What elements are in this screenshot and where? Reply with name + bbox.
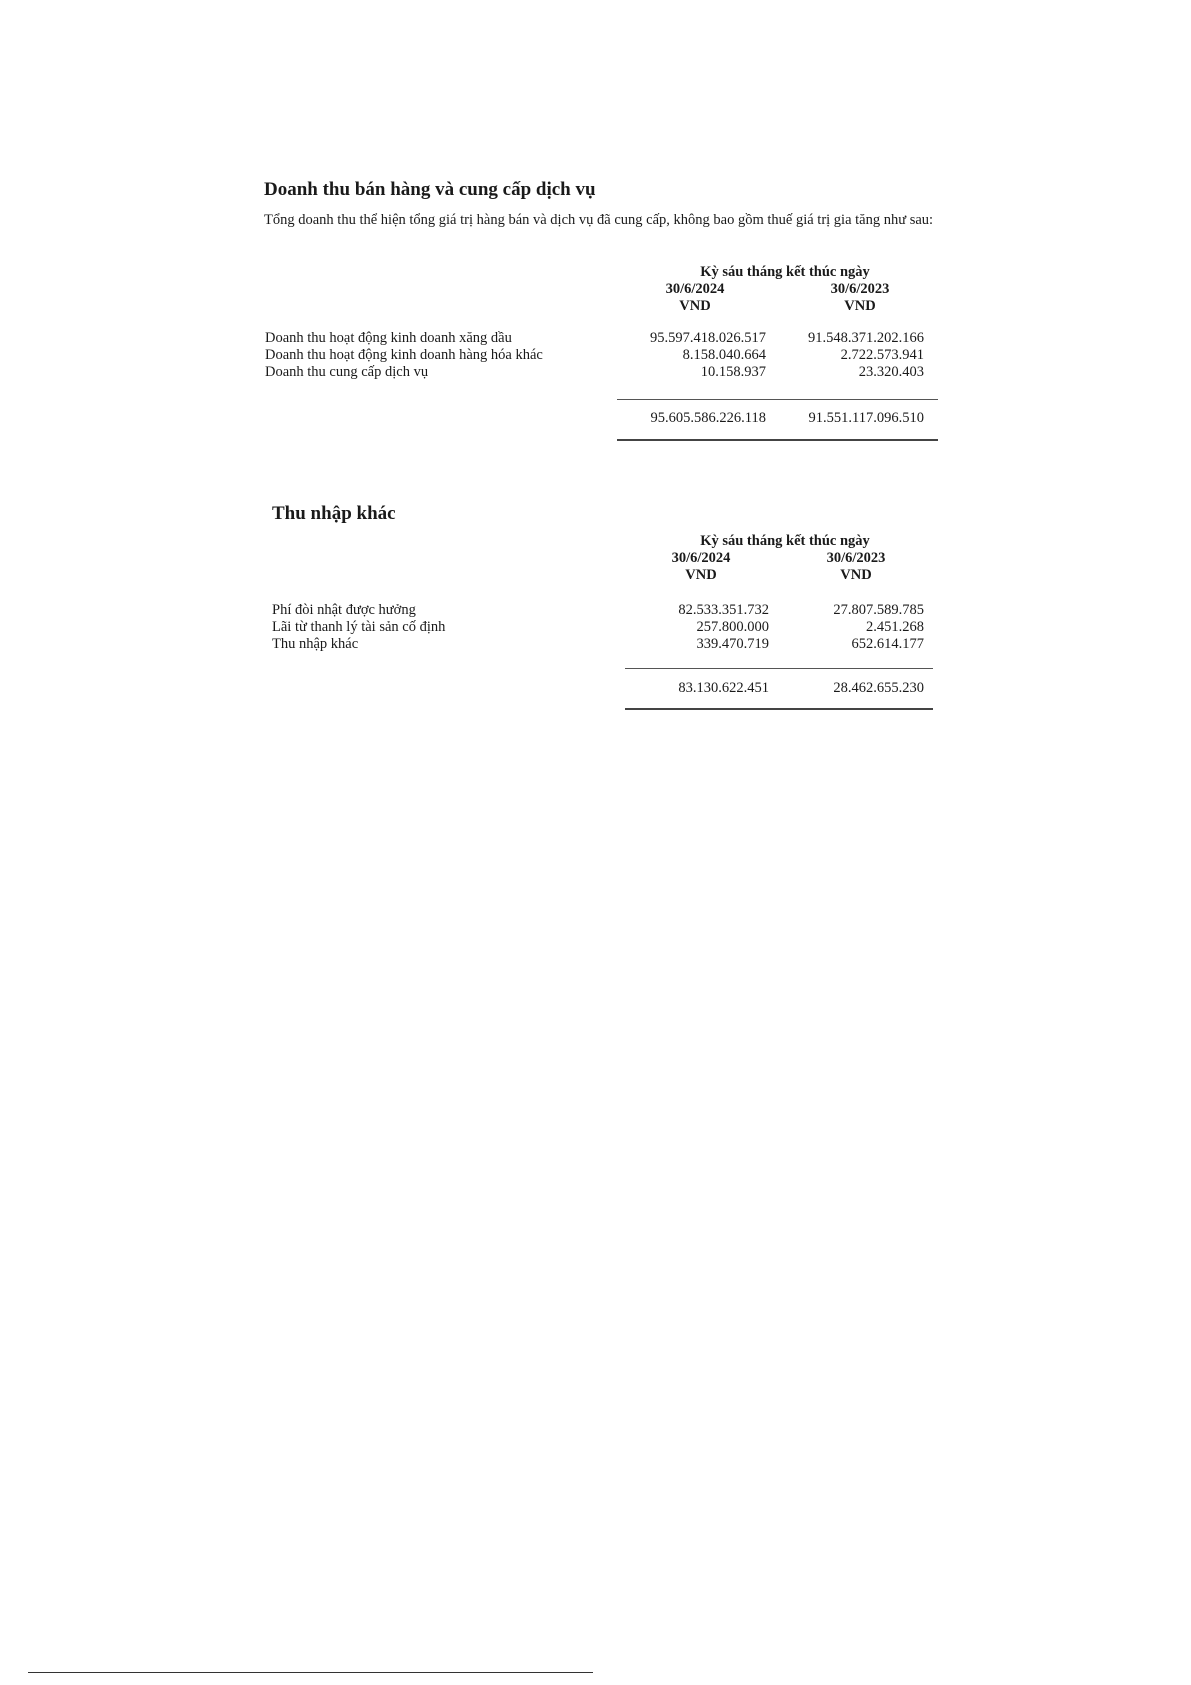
revenue-row-label: Doanh thu hoạt động kinh doanh hàng hóa khác [265,347,543,363]
other-income-col1-date: 30/6/2024 [671,550,731,566]
other-income-subtotal-line [625,668,933,669]
revenue-col2-unit: VND [844,298,876,314]
other-income-total-2023: 28.462.655.230 [833,680,924,696]
other-income-row-value-2023: 27.807.589.785 [833,602,924,618]
other-income-row-value-2023: 652.614.177 [851,636,924,652]
other-income-col2-unit: VND [840,567,872,583]
other-income-total-double-line [625,708,933,710]
other-income-row-value-2024: 257.800.000 [696,619,769,635]
other-income-title: Thu nhập khác [272,503,396,524]
revenue-intro: Tổng doanh thu thể hiện tổng giá trị hàng bán và dịch vụ đã cung cấp, không bao gồm thuế giá trị gia tăng như sau: [264,212,934,228]
revenue-row-value-2024: 95.597.418.026.517 [650,330,766,346]
revenue-title: Doanh thu bán hàng và cung cấp dịch vụ [264,179,596,200]
revenue-col1-unit: VND [679,298,711,314]
revenue-col1-date: 30/6/2024 [665,281,725,297]
other-income-row-value-2024: 339.470.719 [696,636,769,652]
other-income-total-2024: 83.130.622.451 [678,680,769,696]
revenue-row-value-2023: 23.320.403 [858,364,924,380]
revenue-total-2023: 91.551.117.096.510 [808,410,924,426]
revenue-total-2024: 95.605.586.226.118 [650,410,766,426]
revenue-col2-date: 30/6/2023 [830,281,890,297]
revenue-subtotal-line [617,399,938,400]
other-income-col2-date: 30/6/2023 [826,550,886,566]
other-income-row-value-2024: 82.533.351.732 [678,602,769,618]
revenue-row-value-2023: 91.548.371.202.166 [808,330,924,346]
revenue-period-header: Kỳ sáu tháng kết thúc ngày [700,264,870,280]
revenue-row-value-2024: 8.158.040.664 [682,347,766,363]
revenue-row-label: Doanh thu cung cấp dịch vụ [265,364,429,380]
other-income-col1-unit: VND [685,567,717,583]
other-income-period-header: Kỳ sáu tháng kết thúc ngày [700,533,870,549]
revenue-row-label: Doanh thu hoạt động kinh doanh xăng dầu [265,330,512,346]
other-income-row-label: Phí đòi nhật được hưởng [272,602,416,618]
other-income-row-value-2023: 2.451.268 [866,619,924,635]
other-income-row-label: Lãi từ thanh lý tài sản cố định [272,619,446,635]
page-footer-rule [28,1672,593,1673]
other-income-row-label: Thu nhập khác [272,636,359,652]
revenue-row-value-2023: 2.722.573.941 [840,347,924,363]
revenue-row-value-2024: 10.158.937 [700,364,766,380]
revenue-total-double-line [617,439,938,441]
